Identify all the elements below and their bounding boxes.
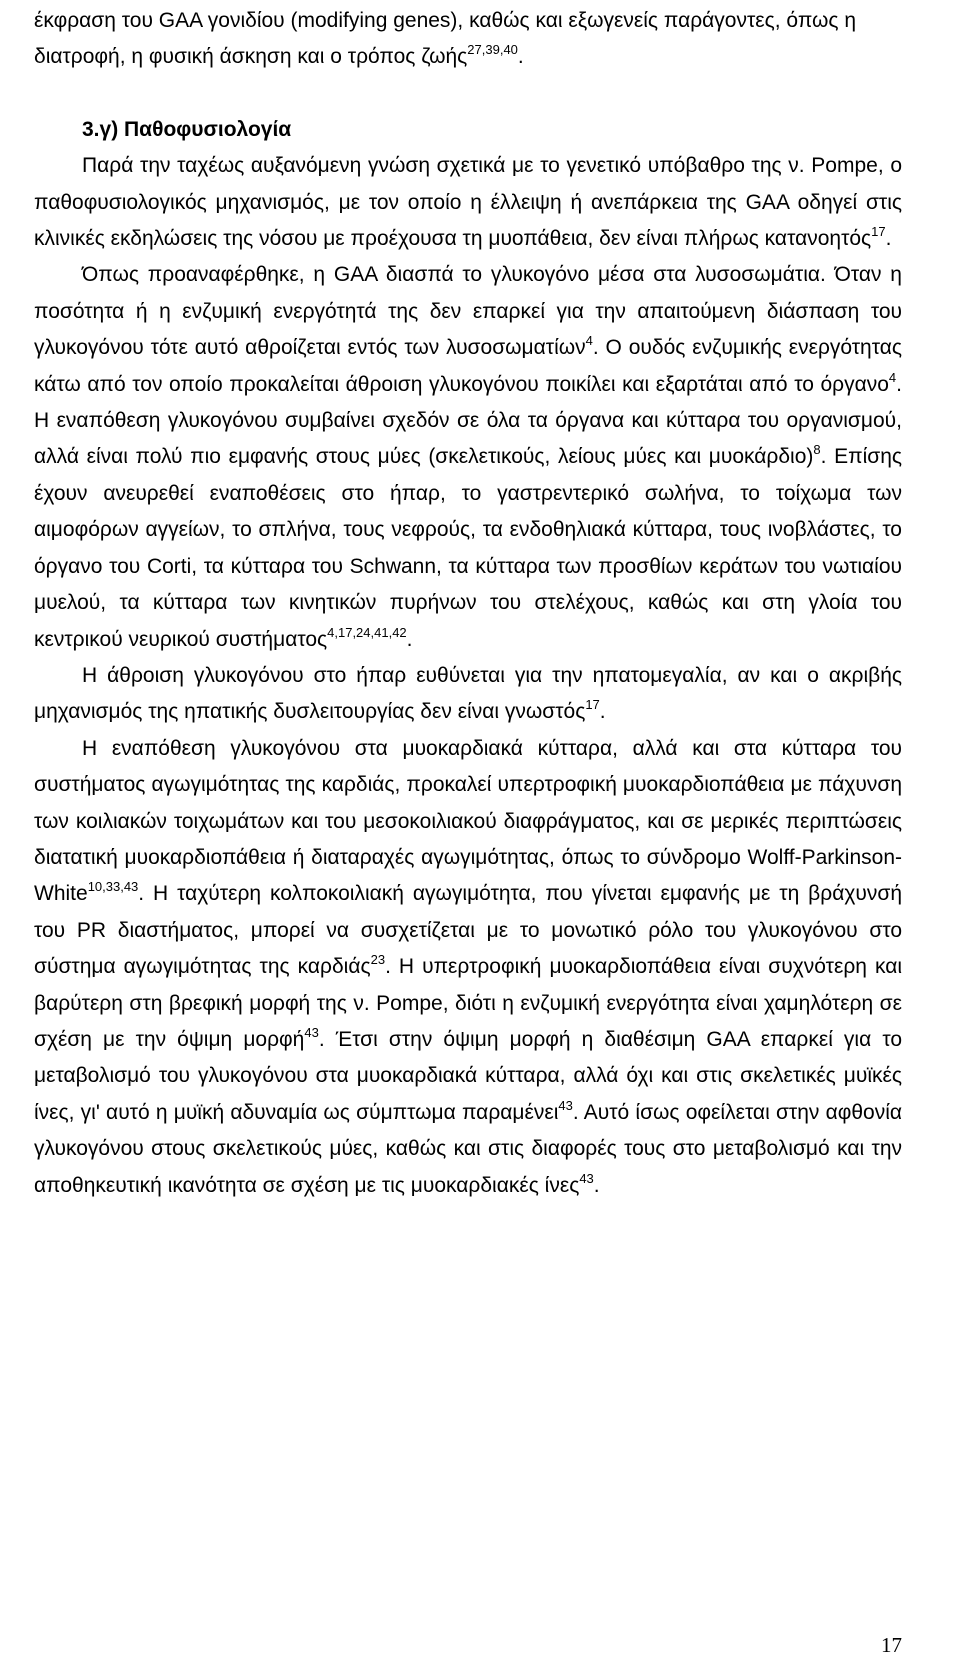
paragraph-text: . Επίσης έχουν ανευρεθεί εναποθέσεις στο ήπαρ, το γαστρεντερικό σωλήνα, το τοίχωμα των αιμοφόρων αγγείων, το σπλήνα, τους νεφρούς, τα ενδοθηλιακά κύτταρα, τους ινοβλάστες, το όργανο του Corti, τα κύτταρα του Schwann, τα κύτταρα των προσθίων κεράτων του νωτιαίου μυελού, τα κύτταρα των κινητικών πυρήνων του στελέχους, καθώς και στη γλοία του κεντρικού νευρικού συστήματος (34, 445, 903, 651)
section-heading: 3.γ) Παθοφυσιολογία (82, 117, 292, 141)
paragraph-text: . Έτσι στην όψιμη μορφή η διαθέσιμη GAA επαρκεί για το μεταβολισμό του γλυκογόνου στα μυοκαρδιακά κύτταρα, αλλά όχι και στις σκελετικές μυϊκές ίνες, γι' αυτό η μυϊκή αδυναμία ως σύμπτωμα παραμένει (34, 1027, 902, 1124)
intro-text: έκφραση του GAA γονιδίου (modifying genes), καθώς και εξωγενείς παράγοντες, όπως η διατροφή, η φυσική άσκηση και ο τρόπος ζωής (34, 9, 857, 69)
paragraph-text: Παρά την ταχέως αυξανόμενη γνώση σχετικά με το γενετικό υπόβαθρο της ν. Pompe, ο παθοφυσιολογικός μηχανισμός, με τον οποίο η έλλειψη ή ανεπάρκεια της GAA οδηγεί στις κλινικές εκδηλώσεις της νόσου με προέχουσα τη μυοπάθεια, δεν είναι πλήρως κατανοητός (34, 154, 902, 251)
paragraph-text: . Η ταχύτερη κολποκοιλιακή αγωγιμότητα, που γίνεται εμφανής με τη βράχυνσή του PR διαστήματος, μπορεί να συσχετίζεται με το μονωτικό ρόλο του γλυκογόνου στο σύστημα αγωγιμότητας της καρδιάς (34, 882, 902, 979)
paragraph-text: Η άθροιση γλυκογόνου στο ήπαρ ευθύνεται για την ηπατομεγαλία, αν και ο ακριβής μηχανισμός της ηπατικής δυσλειτουργίας δεν είναι γνωστός (34, 663, 902, 724)
citation: 4 (888, 369, 897, 385)
document-body (34, 3, 902, 1204)
paragraph-text: Η εναπόθεση γλυκογόνου στα μυοκαρδιακά κύτταρα, αλλά και στα κύτταρα του συστήματος αγωγιμότητας της καρδιάς, προκαλεί υπερτροφική μυοκαρδιοπάθεια με πάχυνση των κοιλιακών τοιχωμάτων και του μεσοκοιλιακού διαφράγματος, και σε μερικές περιπτώσεις διατατική μυοκαρδιοπάθεια ή διαταραχές αγωγιμότητας, όπως το σύνδρομο Wolff-Parkinson-White (34, 736, 902, 906)
citation: 4,17,24,41,42 (327, 624, 407, 640)
punctuation: . (885, 227, 892, 251)
punctuation: . (517, 45, 524, 69)
paragraph-text: Όπως προαναφέρθηκε, η GAA διασπά το γλυκογόνο μέσα στα λυσοσωμάτια. Όταν η ποσότητα ή η ενζυμική ενεργότητά της δεν επαρκεί για την απαιτούμενη διάσπαση του γλυκογόνου τότε αυτό αθροίζεται εντός των λυσοσωματίων (34, 263, 902, 360)
paragraph-2 (34, 257, 902, 657)
citation: 43 (579, 1170, 594, 1186)
citation: 17 (585, 697, 600, 713)
citation: 43 (558, 1097, 573, 1113)
citation: 27,39,40 (467, 42, 518, 58)
paragraph-text: . Η εναπόθεση γλυκογόνου συμβαίνει σχεδόν σε όλα τα όργανα και κύτταρα του οργανισμού, αλλά είναι πολύ πιο εμφανής στους μύες (σκελετικούς, λείους μύες και μυοκάρδιο) (34, 372, 902, 469)
punctuation: . (593, 1173, 600, 1197)
punctuation: . (599, 700, 606, 724)
citation: 23 (370, 952, 386, 968)
citation: 8 (813, 442, 821, 458)
paragraph-1 (34, 148, 902, 257)
page-number: 17 (881, 1633, 902, 1657)
paragraph-3 (34, 658, 902, 731)
intro-paragraph (34, 3, 902, 76)
paragraph-text: . Ο ουδός ενζυμικής ενεργότητας κάτω από τον οποίο προκαλείται άθροιση γλυκογόνου ποικίλει και εξαρτάται από το όργανο (34, 336, 902, 396)
citation: 4 (585, 333, 593, 349)
punctuation: . (406, 627, 413, 651)
citation: 17 (871, 224, 886, 240)
paragraph-text: . Η υπερτροφική μυοκαρδιοπάθεια είναι συχνότερη και βαρύτερη στη βρεφική μορφή της ν. Pompe, διότι η ενζυμική ενεργότητα είναι χαμηλότερη σε σχέση με την όψιμη μορφή (34, 955, 902, 1051)
paragraph-text: . Αυτό ίσως οφείλεται στην αφθονία γλυκογόνου στους σκελετικούς μύες, καθώς και στις διαφορές τους στο μεταβολισμό και την αποθηκευτική ικανότητα σε σχέση με τις μυοκαρδιακές ίνες (34, 1100, 902, 1197)
citation: 43 (304, 1024, 319, 1040)
citation: 10,33,43 (87, 879, 139, 895)
paragraph-4 (34, 731, 902, 1204)
